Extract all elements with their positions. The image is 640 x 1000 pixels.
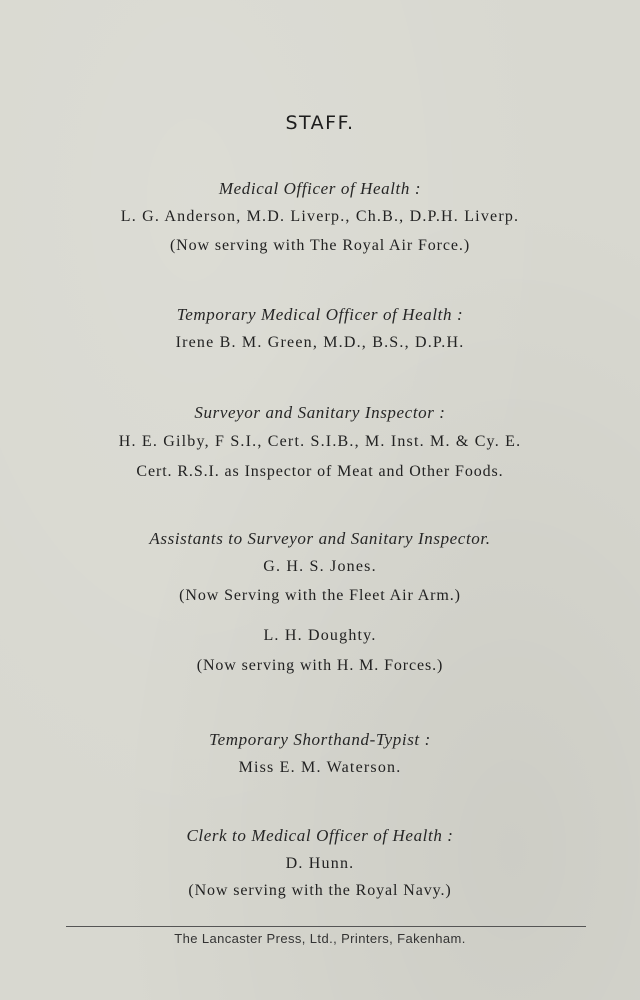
- assistant-name: L. H. Doughty.: [263, 627, 377, 644]
- page-title: STAFF.: [285, 112, 355, 134]
- clerk-note: (Now serving with the Royal Navy.): [188, 882, 452, 899]
- clerk-title: Clerk to Medical Officer of Health :: [186, 826, 454, 845]
- surveyor-name: H. E. Gilby, F S.I., Cert. S.I.B., M. Inst. M. & Cy. E.: [118, 433, 522, 450]
- moh-name: L. G. Anderson, M.D. Liverp., Ch.B., D.P.H. Liverp.: [120, 208, 520, 225]
- assistants-title: Assistants to Surveyor and Sanitary Inspector.: [149, 529, 491, 548]
- surveyor-qualification: Cert. R.S.I. as Inspector of Meat and Other Foods.: [136, 463, 504, 480]
- assistant-name: G. H. S. Jones.: [263, 558, 377, 575]
- temp-moh-title: Temporary Medical Officer of Health :: [176, 305, 464, 324]
- assistant-note: (Now Serving with the Fleet Air Arm.): [179, 587, 461, 604]
- printer-imprint: The Lancaster Press, Ltd., Printers, Fakenham.: [174, 931, 466, 946]
- assistant-note: (Now serving with H. M. Forces.): [196, 657, 444, 674]
- footer-divider: [66, 926, 586, 927]
- clerk-name: D. Hunn.: [285, 855, 355, 872]
- typist-title: Temporary Shorthand-Typist :: [209, 730, 431, 749]
- temp-moh-name: Irene B. M. Green, M.D., B.S., D.P.H.: [175, 334, 465, 351]
- typist-name: Miss E. M. Waterson.: [238, 759, 402, 776]
- moh-note: (Now serving with The Royal Air Force.): [169, 237, 471, 254]
- surveyor-title: Surveyor and Sanitary Inspector :: [194, 403, 446, 422]
- moh-title: Medical Officer of Health :: [218, 179, 422, 198]
